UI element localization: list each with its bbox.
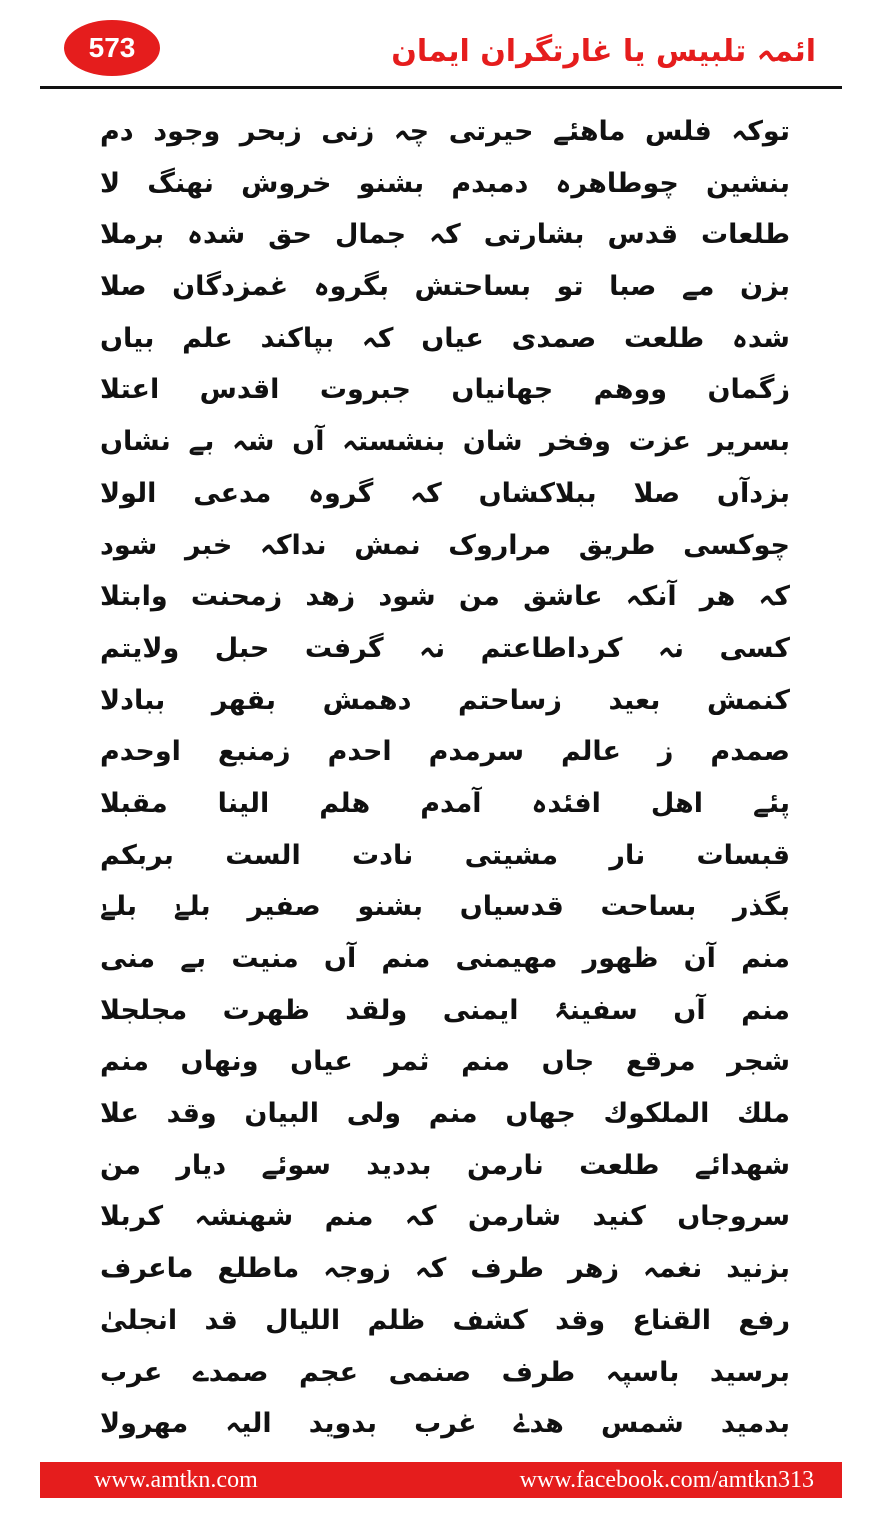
poem-line: بزن مے صبا تو بساحتش بگروہ غمزدگان صلا <box>100 271 790 303</box>
poem-line: برسید باسپہ طرف صنمی عجم صمدے عرب <box>100 1356 790 1388</box>
page-number-badge: 573 <box>64 20 160 76</box>
poem-line: شجر مرقع جاں منم ثمر عیاں ونھاں منم <box>100 1046 790 1078</box>
poem-line: پئے اھل افئدہ آمدم ھلم الینا مقبلا <box>100 787 790 819</box>
book-title: ائمہ تلبیس یا غارتگران ایمان <box>391 34 816 69</box>
poem-line: منم آن ظھور مھیمنی منم آں منیت بے منی <box>100 943 790 974</box>
poem-line: کنمش بعید زساحتم دھمش بقھر ببادلا <box>100 684 790 716</box>
poem-line: شدہ طلعت صمدی عیاں کہ بپاکند علم بیاں <box>100 322 790 354</box>
poem-line: توکہ فلس ماھئے حیرتی چہ زنی زبحر وجود دم <box>100 116 790 147</box>
poem-line: منم آں سفینۂ ایمنی ولقد ظھرت مجلجلا <box>100 994 790 1026</box>
poem-line: کسی نہ کرداطاعتم نہ گرفت حبل ولایتم <box>100 632 790 664</box>
poem-line: ملك الملكوك جھاں منم ولی البیان وقد علا <box>100 1098 790 1130</box>
poem-line: بزنید نغمہ زھر طرف کہ زوجہ ماطلع ماعرف <box>100 1253 790 1285</box>
poem-line: بزدآں صلا ببلاکشاں کہ گروہ مدعی الولا <box>100 477 790 509</box>
footer-bar <box>40 1462 842 1498</box>
poem-line: قبسات نار مشیتی نادت الست بربکم <box>100 839 790 871</box>
poem-line: طلعات قدس بشارتی کہ جمال حق شدہ برملا <box>100 219 790 251</box>
poem-line: بگذر بساحت قدسیاں بشنو صفیر بلےٰ بلےٰ <box>100 891 790 923</box>
page-header <box>40 14 842 86</box>
website-link[interactable]: www.amtkn.com <box>94 1467 258 1493</box>
header-divider <box>40 86 842 89</box>
poem-line: بدمید شمس ھدےٰ غرب بدوید الیہ مھرولا <box>100 1408 790 1440</box>
poem-line: بسریر عزت وفخر شان بنشستہ آں شہ بے نشاں <box>100 426 790 458</box>
poem-line: صمدم ز عالم سرمدم احدم زمنبع اوحدم <box>100 736 790 768</box>
poem-line: کہ ھر آنکہ عاشق من شود زھد زمحنت وابتلا <box>100 581 790 613</box>
poem-line: زگمان ووھم جھانیاں جبروت اقدس اعتلا <box>100 374 790 406</box>
poem-line: سروجاں کنید شارمن کہ منم شھنشہ کربلا <box>100 1201 790 1233</box>
poem-line: شھدائے طلعت نارمن بددید سوئے دیار من <box>100 1149 790 1181</box>
poem-line: چوکسی طریق مراروک نمش نداکہ خبر شود <box>100 529 790 561</box>
poem-line: رفع القناع وقد کشف ظلم اللیال قد انجلیٰ <box>100 1304 790 1336</box>
poem-line: بنشین چوطاھرہ دمبدم بشنو خروش نھنگ لا <box>100 167 790 199</box>
poem-body <box>100 106 790 1450</box>
facebook-link[interactable]: www.facebook.com/amtkn313 <box>519 1467 814 1493</box>
